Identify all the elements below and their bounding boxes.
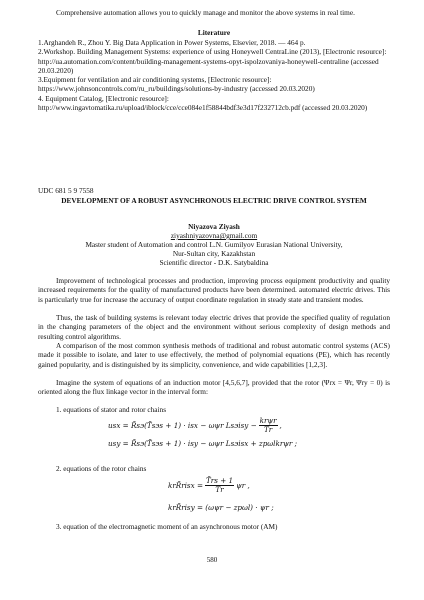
reference-item: 4. Equipment Catalog, [Electronic resource]: http://www.ingavtomatika.ru/upload/iblock/cce/cce084e1f58844bdf3e3d17f232712cb.pdf (accessed 20.03.2020) xyxy=(38,93,368,113)
body-paragraph-1: Improvement of technological processes and production, improving process equipment productivity and quality increased requirements for the quality of manufactured products have been determined. automated electric drives. This is particularly true for increase the accuracy of output coordinate regulation in steady state and transient modes. xyxy=(38,276,390,304)
author-affiliation: Master student of Automation and control L.N. Gumilyov Eurasian National University, xyxy=(85,240,343,249)
equation-usx: usx = R̃sэ(T̃sэs + 1) · isx − ωψr Lsэisy − $\frac{\text{krψr}}{T̃r}$ , xyxy=(108,415,282,434)
fraction: $\frac{\text{krψr}}{T̃r}$ xyxy=(259,415,277,434)
author-email-link[interactable]: ziyashniyazovna@gmail.com xyxy=(170,231,258,240)
body-paragraph-4: Imagine the system of equations of an induction motor [4,5,6,7], provided that the rotor (Ψrx = Ψr, Ψry = 0) is oriented along the flux linkage vector in the interval form: xyxy=(38,378,390,397)
reference-item: 2.Workshop. Building Management Systems: experience of using Honeywell CentraLine (2013), [Electronic resource]: http://ua.automation.com/content/building-management-systems-opyt-ispolzovaniya-honeywell-centraline (accessed 20.03.2020) xyxy=(38,47,387,75)
reference-list xyxy=(38,38,390,112)
reference-item: 3.Equipment for ventilation and air conditioning systems, [Electronic resource]: https://www.johnsoncontrols.com/ru_ru/buildings/solutions-by-industry (accessed 20.03.2020) xyxy=(38,75,315,94)
equation-usy: usy = R̃sэ(T̃sэs + 1) · isy − ωψr Lsэisx + zpωlkrψr ; xyxy=(108,438,298,448)
author-city: Nur-Sultan city, Kazakhstan xyxy=(172,249,256,258)
article-title: DEVELOPMENT OF A ROBUST ASYNCHRONOUS ELECTRIC DRIVE CONTROL SYSTEM xyxy=(61,196,367,205)
fraction: $\frac{T̃rs + 1}{T̃r}$ xyxy=(206,475,234,494)
equations-label-stator-rotor: 1. equations of stator and rotor chains xyxy=(56,405,167,414)
equation-isx: krR̃risx = $\frac{T̃rs + 1}{T̃r}$ ψr , xyxy=(168,475,250,494)
scientific-director: Scientific director - D.K. Satybaldina xyxy=(159,258,269,267)
equations-label-moment: 3. equation of the electromagnetic moment of an asynchronous motor (AM) xyxy=(56,522,278,531)
equation-isy: krR̃risy = (ωψr − zpωl) · ψr ; xyxy=(168,502,274,512)
udc-code: UDC 681 5 9 7558 xyxy=(38,186,94,195)
body-paragraph-3: A comparison of the most common synthesis methods of traditional and robust automatic control systems (ACS) made it possible to isolate, and later to use effectively, the method of polynomial equations (PE), which has recently gained popularity, and is distinguished by its simplicity, convenience, and wide capabilities [1,2,3]. xyxy=(38,341,390,369)
intro-paragraph: Comprehensive automation allows you to quickly manage and monitor the above systems in real time. xyxy=(56,8,355,17)
equations-label-rotor: 2. equations of the rotor chains xyxy=(56,464,147,473)
author-name: Niyazova Ziyash xyxy=(188,222,240,231)
body-paragraph-2: Thus, the task of building systems is relevant today electric drives that provide the specified quality of regulation in the changing parameters of the object and the environment without serious complexity of design methods and resulting control algorithms. xyxy=(38,313,390,341)
page-number: 580 xyxy=(206,556,218,564)
reference-item: 1.Arghandeh R., Zhou Y. Big Data Application in Power Systems, Elsevier, 2018. — 464 p. xyxy=(38,38,306,47)
literature-heading: Literature xyxy=(197,28,231,37)
